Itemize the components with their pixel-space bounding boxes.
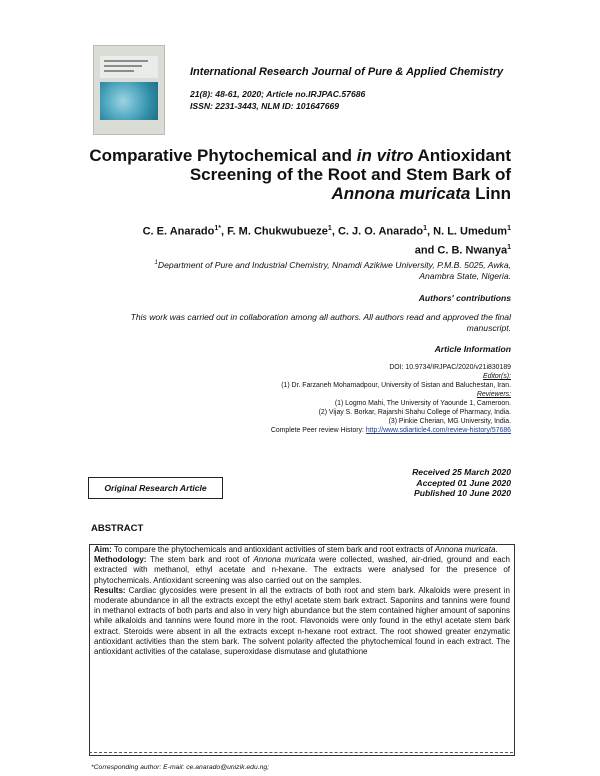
author-name: C. E. Anarado [142, 225, 215, 238]
issn-line: ISSN: 2231-3443, NLM ID: 101647669 [190, 101, 340, 111]
affiliation: $^1$Department of Pure and Industrial Chemistry, Nnamdi Azikiwe University, P.M.B. 5025, Awka, Anambra State, Nigeria. [154, 259, 511, 281]
review-history-link[interactable]: http://www.sdiarticle4.com/review-history/57686 [365, 427, 511, 434]
editors-label: Editor(s): [483, 373, 511, 380]
citation-line: 21(8): 48-61, 2020; Article no.IRJPAC.57686 [190, 89, 366, 99]
journal-cover-image [93, 45, 165, 135]
reviewer-entry: (3) Pinkie Cherian, MG University, India. [388, 418, 511, 425]
abstract-aim: Aim: To compare the phytochemicals and antioxidant activities of stem bark and root extracts of Annona muricata. [94, 545, 498, 554]
reviewer-entry: (2) Vijay S. Borkar, Rajarshi Shahu College of Pharmacy, India. [318, 409, 511, 416]
abstract-box [89, 544, 515, 756]
publication-dates: Received 25 March 2020 Accepted 01 June 2020 Published 10 June 2020 [412, 467, 511, 498]
author-name: N. L. Umedum [433, 225, 508, 238]
article-info: DOI: 10.9734/IRJPAC/2020/v21i830189 Editor(s): (1) Dr. Farzaneh Mohamadpour, University of Sistan and Baluchestan, Iran. Reviewers: (1) Logmo Mahi, The University of Yaounde 1, Cameroon. (2) Vijay S. Borkar, Rajarshi Shahu College of Pharmacy, India. (3) Pinkie Cherian, MG University, India. Complete Peer review History: http://www.sdiarticle4.com/review-history/57686 [200, 363, 511, 435]
editor-entry: (1) Dr. Farzaneh Mohamadpour, University of Sistan and Baluchestan, Iran. [281, 382, 511, 389]
article-type-badge: Original Research Article [88, 477, 223, 499]
reviewers-label: Reviewers: [476, 391, 511, 398]
footnote-divider [89, 752, 513, 753]
cover-artwork [100, 82, 158, 120]
author-list: C. E. Anarado$^{1*}$, F. M. Chukwubueze$^1$, C. J. O. Anarado$^1$, N. L. Umedum$^1$ and C. B. Nwanya$^1$ [142, 225, 511, 257]
author-name: F. M. Chukwubueze [227, 225, 328, 238]
author-name: C. B. Nwanya [437, 244, 508, 257]
article-info-heading: Article Information [434, 344, 511, 354]
author-name: C. J. O. Anarado [337, 225, 424, 238]
contributions-heading: Authors' contributions [418, 293, 511, 303]
corresponding-author-footnote: *Corresponding author: E-mail: ce.anarado@unizik.edu.ng; [91, 764, 270, 771]
doi: DOI: 10.9734/IRJPAC/2020/v21i830189 [389, 364, 511, 371]
contributions-text: This work was carried out in collaboration among all authors. All authors read and approved the final manuscript. [130, 312, 511, 333]
journal-name: International Research Journal of Pure & Applied Chemistry [190, 66, 504, 78]
reviewer-entry: (1) Logmo Mahi, The University of Yaounde 1, Cameroon. [334, 400, 511, 407]
abstract-methodology: Methodology: The stem bark and root of Annona muricata were collected, washed, air-dried, ground and each extracted with methanol, ethyl acetate and n-hexane. The extracts were analysed for the presence of phytochemicals. Antioxidant screening was also carried out on the samples. [94, 555, 511, 585]
abstract-heading: ABSTRACT [91, 523, 144, 534]
abstract-results: Results: Cardiac glycosides were present in all the extracts of both root and stem bark. Alkaloids were present in moderate abundance in all the extracts except the ethyl acetate stem bark extract. Saponins and tannins were found in methanol extracts of both parts and also in very high abundance but the stem contained higher amount of saponins while alkaloids and tannins were found more in the root. Flavonoids were only found in the ethyl acetate stem bark extract. Steroids were absent in all the extracts except n-hexane root extract. The root showed greater enzymatic antioxidant activities than the stem bark. The solvent polarity affected the phytochemical found in each extract. The antioxidant activities of the catalase, superoxidase dismutase and glutathione [94, 585, 510, 657]
paper-title: Comparative Phytochemical and in vitro Antioxidant Screening of the Root and Stem Bark of Annona muricata Linn [89, 146, 511, 203]
